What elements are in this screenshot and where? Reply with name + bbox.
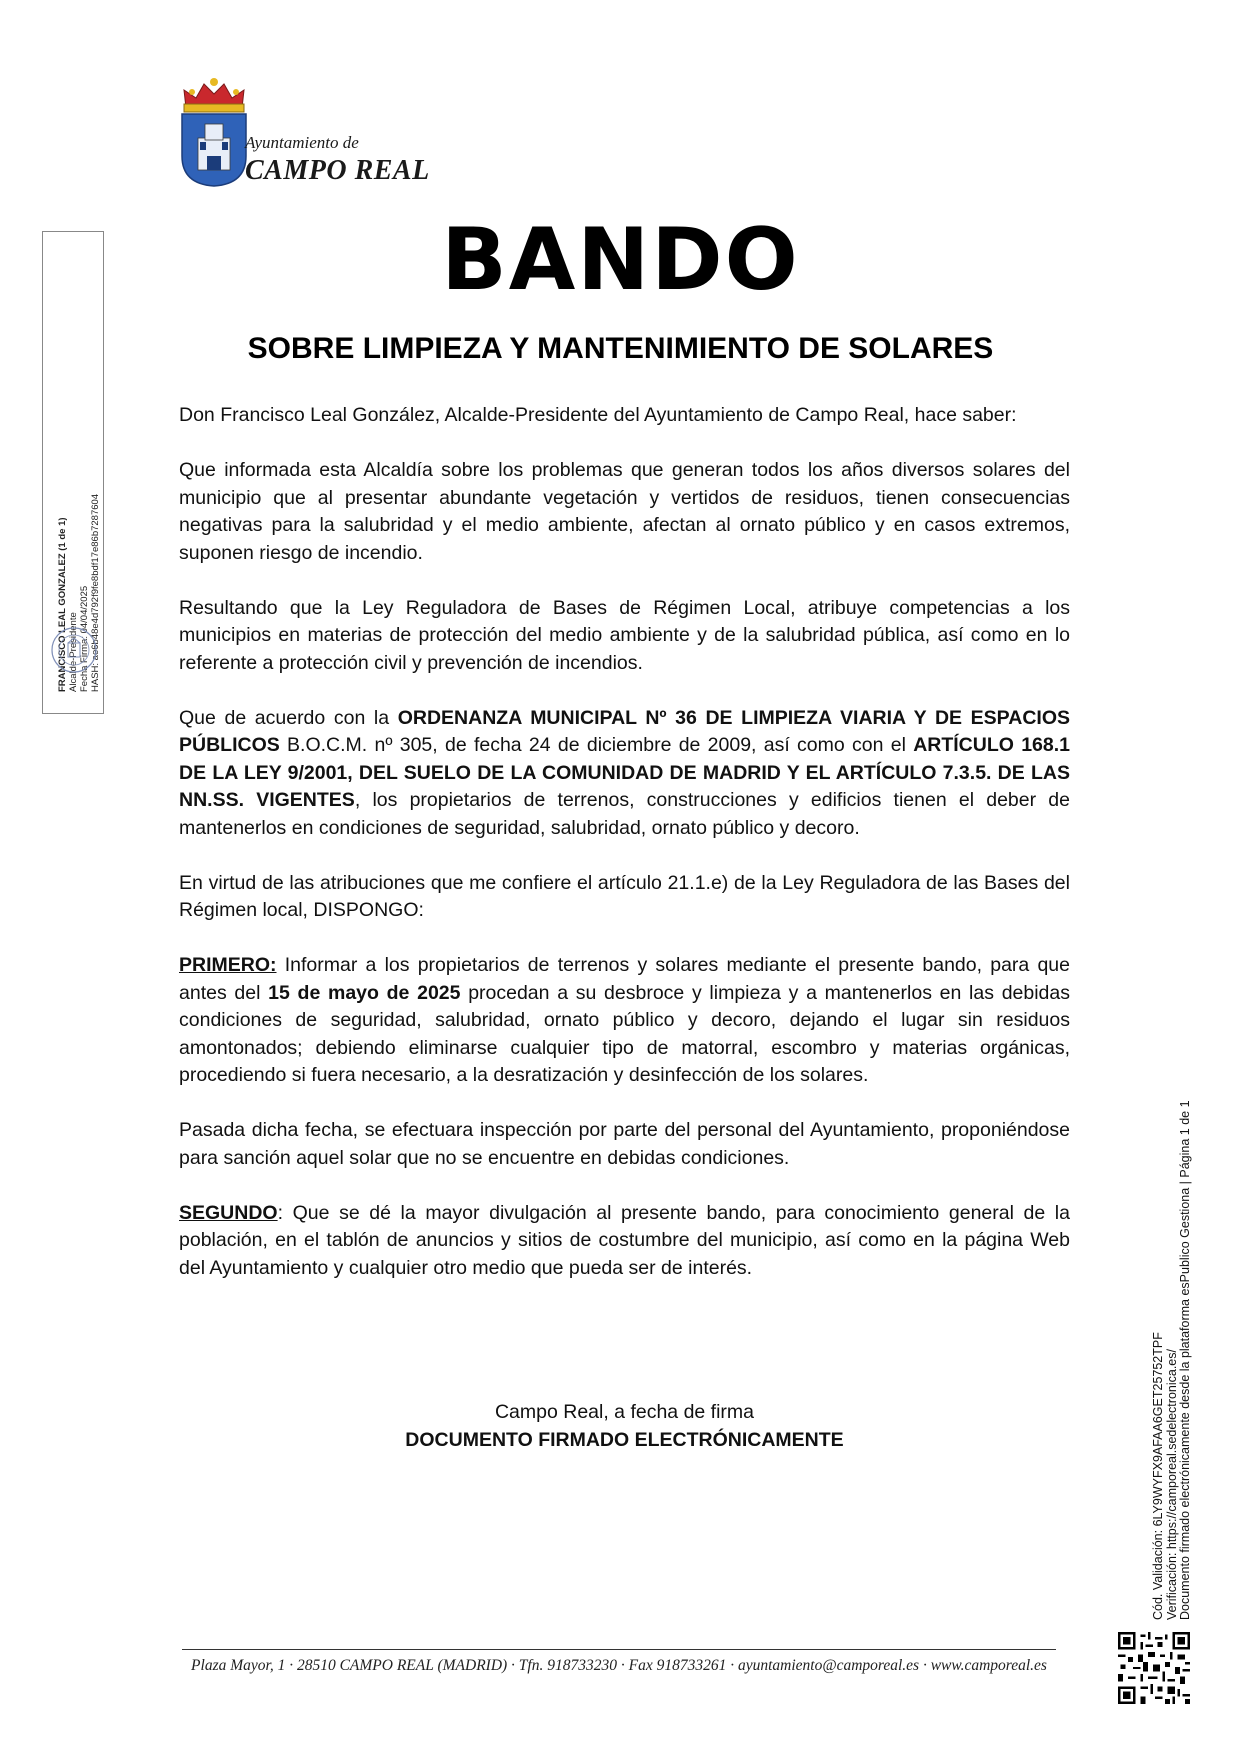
official-seal-icon [50, 626, 98, 674]
paragraph-segundo [179, 1200, 1070, 1283]
footer-divider [182, 1649, 1056, 1650]
legal-text-c: B.O.C.M. nº 305, de fecha 24 de diciembre de 2009, así como con el [279, 734, 914, 756]
verification-url[interactable]: Verificación: https://camporeal.sedelectronica.es/ [1164, 1349, 1179, 1620]
signature-hash: HASH: ae6b48e4d792f9fe8bdf17e86b7287604 [90, 493, 101, 692]
legal-text-a: Que de acuerdo con la [179, 706, 398, 729]
closing-signed: DOCUMENTO FIRMADO ELECTRÓNICAMENTE [405, 1429, 844, 1451]
deadline-date: 15 de mayo de 2025 [268, 981, 461, 1004]
paragraph-legal-basis [179, 705, 1070, 843]
primero-text-a: Informar a los propietarios de terrenos y solares mediante el presente bando, para que antes del [179, 954, 1070, 1004]
signature-date: Fecha Firma: 04/04/2025 [79, 585, 90, 692]
closing-place: Campo Real, a fecha de firma [494, 1401, 755, 1423]
paragraph-primero [179, 952, 1070, 1090]
document-subtitle: SOBRE LIMPIEZA Y MANTENIMIENTO DE SOLARES [247, 332, 994, 365]
closing-block [179, 1398, 1070, 1454]
paragraph-inspection: Pasada dicha fecha, se efectuara inspección por parte del personal del Ayuntamiento, proponiéndose para sanción aquel solar que no se encuentre en debidas condiciones. [179, 1119, 1070, 1169]
legal-text-e: , los propietarios de terrenos, construcciones y edificios tienen el deber de mantenerlos en condiciones de seguridad, salubridad, ornato público y decoro. [179, 789, 1070, 839]
document-body [179, 402, 1070, 1310]
paragraph-competence: Resultando que la Ley Reguladora de Bases de Régimen Local, atribuye competencias a los municipios en materias de protección del medio ambiente y de la salubridad pública, así como en lo referente a protección civil y prevención de incendios. [179, 596, 1070, 674]
coat-of-arms-logo [178, 76, 250, 188]
law-article-reference: ARTÍCULO 168.1 DE LA LEY 9/2001, DEL SUELO DE LA COMUNIDAD DE MADRID Y EL ARTÍCULO 7.3.5. DE LAS NN.SS. VIGENTES [179, 734, 1071, 811]
footer-address: Plaza Mayor, 1 · 28510 CAMPO REAL (MADRID) · Tfn. 918733230 · Fax 918733261 · ayuntamiento@camporeal.es · www.camporeal.es [191, 1657, 1047, 1674]
segundo-label: SEGUNDO [179, 1201, 278, 1224]
municipality-wordmark [245, 133, 430, 187]
verification-note: Documento firmado electrónicamente desde la plataforma esPublico Gestiona | Página 1 de 1 [1178, 1100, 1192, 1620]
ordinance-reference: ORDENANZA MUNICIPAL Nº 36 DE LIMPIEZA VIARIA Y DE ESPACIOS PÚBLICOS [179, 706, 1070, 756]
qr-code-icon[interactable] [1118, 1632, 1190, 1704]
paragraph-problem: Que informada esta Alcaldía sobre los problemas que generan todos los años diversos solares del municipio que al presentar abundante vegetación y vertidos de residuos, tienen consecuencias negativas para la salubridad y el medio ambiente, afectan al ornato público y en casos extremos, suponen riesgo de incendio. [179, 459, 1070, 564]
primero-label: PRIMERO: [179, 954, 277, 976]
document-title: BANDO [441, 210, 800, 310]
municipality-prefix: Ayuntamiento de [245, 133, 359, 152]
segundo-text: : Que se dé la mayor divulgación al presente bando, para conocimiento general de la población, en el tablón de anuncios y sitios de costumbre del municipio, así como en la página Web del Ayuntamiento y cualquier otro medio que pueda ser de interés. [179, 1201, 1070, 1279]
municipality-name: CAMPO REAL [245, 155, 430, 186]
verification-strip [1152, 1060, 1193, 1620]
paragraph-dispongo: En virtud de las atribuciones que me confiere el artículo 21.1.e) de la Ley Reguladora de las Bases del Régimen local, DISPONGO: [179, 871, 1070, 921]
signer-name: FRANCISCO LEAL GONZALEZ (1 de 1) [57, 517, 68, 692]
primero-text-b: procedan a su desbroce y limpieza y a mantenerlos en las debidas condiciones de seguridad, salubridad, ornato público y decoro, dejando el lugar sin residuos amontonados; debiendo eliminarse cualquier tipo de matorral, escombro y materias orgánicas, procediendo si fuera necesario, a la desratización y desinfección de los solares. [179, 981, 1070, 1086]
validation-code: Cód. Validación: 6LY9WYFX9AFAA6GET25752TPF [1151, 1332, 1165, 1620]
signer-role: Alcalde-Presidente [68, 612, 79, 692]
signature-stamp [42, 231, 104, 714]
paragraph-intro: Don Francisco Leal González, Alcalde-Presidente del Ayuntamiento de Campo Real, hace saber: [179, 404, 1017, 426]
